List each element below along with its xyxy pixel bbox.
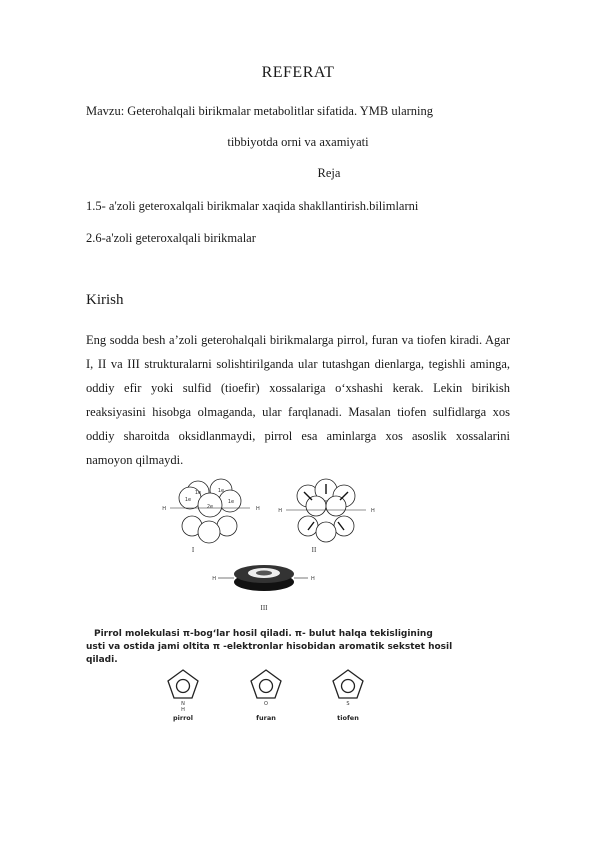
structure-i (170, 479, 250, 543)
plan-heading: Reja (317, 166, 341, 180)
pyrrole-orbital-figure (86, 470, 510, 740)
molecule-name-pirrol: pirrol (173, 714, 193, 722)
orbital-lobe (316, 522, 336, 542)
orbital-label: 2e (206, 504, 214, 510)
plan-item-2: 2.6-a'zoli geteroxalqali birikmalar (86, 231, 256, 245)
molecule-name-tiofen: tiofen (337, 714, 359, 722)
structure-label-ii: II (311, 546, 317, 554)
molecule-name-furan: furan (256, 714, 276, 722)
figure-caption-line-2: usti va ostida jami oltita π -elektronlar hisobidan aromatik sekstet hosil (86, 642, 453, 652)
orbital-lobe (198, 521, 220, 543)
orbital-label: 1e (194, 490, 202, 496)
atom-label-n: N (181, 701, 185, 707)
atom-label-h: H (162, 506, 166, 512)
atom-label-o: O (264, 701, 268, 707)
orbital-lobe (306, 496, 326, 516)
thiophene-structure (333, 670, 363, 698)
structure-label-i: I (191, 546, 195, 554)
plan-item-1: 1.5- a'zoli geteroxalqali birikmalar xaqida shakllantirish.bilimlarni (86, 199, 419, 213)
atom-label-h: H (311, 576, 315, 582)
intro-paragraph: Eng sodda besh a’zoli geterohalqali birikmalarga pirrol, furan va tiofen kiradi. Agar I, II va III strukturalarni solishtirilganda ular tutashgan dienlarga, tegishli aminga, oddiy efir yoki sulfid (tioefir) xossalariga o‘xshashi kerak. Lekin birikish reaksiyasini hisobga olmaganda, ular farqlanadi. Masalan tiofen sulfidlarga xos oddiy sharoitda oksidlanmaydi, pirrol esa aminlarga xos asoslik xossalarini namoyon qilmaydi. (86, 333, 510, 467)
section-heading: Kirish (86, 292, 124, 308)
document-title: REFERAT (261, 64, 335, 81)
atom-label-h: H (212, 576, 216, 582)
subject-line-1: Mavzu: Geterohalqali birikmalar metabolitlar sifatida. YMB ularning (86, 104, 434, 118)
orbital-label: 1e (227, 499, 235, 505)
pyrrole-structure (168, 670, 198, 698)
structure-label-iii: III (260, 604, 268, 612)
atom-label-h: H (256, 506, 260, 512)
figure-caption-line-1: Pirrol molekulasi π-bog‘lar hosil qiladi. π- bulut halqa tekisligining (94, 629, 433, 639)
atom-label-h: H (371, 508, 375, 514)
orbital-label: 1e (184, 497, 192, 503)
structure-iii (218, 565, 308, 591)
atom-label-h: H (278, 508, 282, 514)
orbital-lobe (298, 516, 318, 536)
atom-label-h: H (181, 707, 185, 713)
furan-structure (251, 670, 281, 698)
figure-caption-line-3: qiladi. (86, 655, 118, 665)
orbital-lobe (326, 496, 346, 516)
orbital-label: 1e (217, 488, 225, 494)
atom-label-s: S (346, 701, 350, 707)
orbital-lobe (334, 516, 354, 536)
subject-line-2: tibbiyotda orni va axamiyati (227, 135, 369, 149)
